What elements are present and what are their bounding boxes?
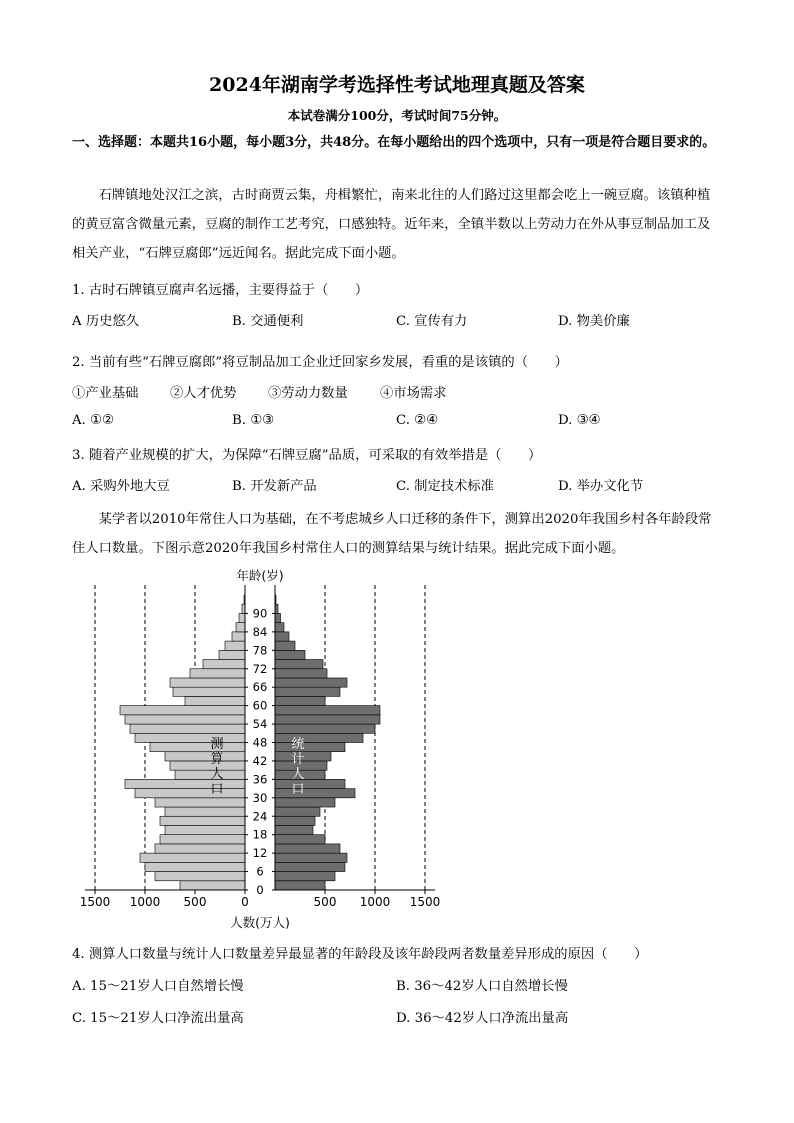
q4-option-d: D. 36～42岁人口净流出量高 bbox=[396, 1011, 569, 1026]
statistical-bar-age-78 bbox=[275, 641, 295, 650]
statistical-bar-age-15 bbox=[275, 835, 325, 844]
y-tick-label-6: 6 bbox=[256, 864, 264, 879]
measured-bar-age-63 bbox=[173, 687, 245, 696]
measured-bar-age-57 bbox=[120, 706, 245, 715]
statistical-population-label-char-1: 计 bbox=[291, 752, 305, 767]
statistical-bar-age-51 bbox=[275, 724, 375, 733]
q2-item-2: ②人才优势 bbox=[170, 386, 237, 401]
measured-bar-age-75 bbox=[219, 650, 245, 659]
q2-option-c: C. ②④ bbox=[396, 413, 438, 428]
statistical-bar-age-6 bbox=[275, 862, 345, 871]
statistical-bar-age-63 bbox=[275, 687, 340, 696]
y-tick-label-78: 78 bbox=[252, 643, 268, 658]
measured-bar-age-87 bbox=[239, 613, 245, 622]
measured-population-label-char-0: 测 bbox=[210, 737, 224, 752]
statistical-bar-age-45 bbox=[275, 743, 345, 752]
measured-bar-age-39 bbox=[170, 761, 245, 770]
statistical-bar-age-87 bbox=[275, 613, 281, 622]
x-tick-label-left-1500: 1500 bbox=[79, 895, 111, 909]
statistical-bar-age-3 bbox=[275, 872, 335, 881]
measured-bar-age-78 bbox=[225, 641, 245, 650]
x-tick-label-left-1000: 1000 bbox=[129, 895, 161, 909]
statistical-bar-age-0 bbox=[275, 881, 325, 890]
statistical-bar-age-66 bbox=[275, 678, 347, 687]
measured-bar-age-33 bbox=[125, 779, 245, 788]
y-axis-title: 年龄(岁) bbox=[236, 568, 284, 583]
measured-bar-age-12 bbox=[155, 844, 245, 853]
measured-bar-age-48 bbox=[135, 733, 245, 742]
x-axis-title: 人数(万人) bbox=[230, 915, 290, 930]
statistical-bar-age-57 bbox=[275, 706, 380, 715]
q1-option-c: C. 宣传有力 bbox=[396, 314, 468, 329]
y-tick-label-18: 18 bbox=[252, 827, 268, 842]
y-tick-label-60: 60 bbox=[252, 698, 268, 713]
x-tick-label-right-1500: 1500 bbox=[409, 895, 441, 909]
y-tick-label-66: 66 bbox=[252, 680, 268, 695]
measured-bar-age-30 bbox=[135, 789, 245, 798]
statistical-bar-age-27 bbox=[275, 798, 335, 807]
q1-option-b: B. 交通便利 bbox=[232, 314, 304, 329]
measured-bar-age-0 bbox=[180, 881, 245, 890]
measured-bar-age-54 bbox=[125, 715, 245, 724]
statistical-bar-age-54 bbox=[275, 715, 380, 724]
y-tick-label-42: 42 bbox=[252, 753, 268, 768]
q3-option-d: D. 举办文化节 bbox=[558, 479, 644, 494]
statistical-bar-age-18 bbox=[275, 825, 313, 834]
measured-bar-age-81 bbox=[232, 632, 245, 641]
q1-option-d: D. 物美价廉 bbox=[558, 314, 630, 329]
measured-bar-age-72 bbox=[203, 660, 245, 669]
y-tick-label-54: 54 bbox=[252, 717, 268, 732]
statistical-bar-age-48 bbox=[275, 733, 363, 742]
measured-bar-age-42 bbox=[165, 752, 245, 761]
y-tick-label-0: 0 bbox=[256, 883, 264, 897]
statistical-population-label-char-2: 人 bbox=[291, 767, 305, 782]
statistical-bar-age-60 bbox=[275, 696, 325, 705]
statistical-bar-age-9 bbox=[275, 853, 347, 862]
statistical-bar-age-21 bbox=[275, 816, 315, 825]
x-tick-label-left-0: 0 bbox=[241, 895, 249, 909]
q4-option-b: B. 36～42岁人口自然增长慢 bbox=[396, 979, 568, 994]
question-4-stem: 4. 测算人口数量与统计人口数量差异最显著的年龄段及该年龄段两者数量差异形成的原因（ ） bbox=[72, 947, 648, 962]
statistical-bar-age-84 bbox=[275, 623, 284, 632]
q4-option-c: C. 15～21岁人口净流出量高 bbox=[72, 1011, 244, 1026]
q2-item-1: ①产业基础 bbox=[72, 386, 139, 401]
measured-bar-age-84 bbox=[236, 623, 245, 632]
measured-bar-age-21 bbox=[160, 816, 245, 825]
chart-labels bbox=[80, 568, 441, 930]
x-tick-label-right-500: 500 bbox=[313, 895, 337, 909]
q2-option-d: D. ③④ bbox=[558, 413, 601, 428]
question-2-stem: 2. 当前有些“石牌豆腐郎”将豆制品加工企业迁回家乡发展，看重的是该镇的（ ） bbox=[72, 355, 568, 370]
passage-1: 石牌镇地处汉江之滨，古时商贾云集，舟楫繁忙，南来北往的人们路过这里都会吃上一碗豆腐。该镇种植的黄豆富含微量元素，豆腐的制作工艺考究，口感独特。近年来，全镇半数以上劳动力在外从事豆制品加工及相关产业，“石牌豆腐郎”远近闻名。据此完成下面小题。 bbox=[72, 188, 711, 261]
x-tick-label-right-1000: 1000 bbox=[359, 895, 391, 909]
statistical-bar-age-24 bbox=[275, 807, 320, 816]
y-tick-label-72: 72 bbox=[252, 661, 268, 676]
q2-item-4: ④市场需求 bbox=[380, 386, 447, 401]
statistical-bar-age-33 bbox=[275, 779, 345, 788]
section-heading: 一、选择题：本题共16小题，每小题3分，共48分。在每小题给出的四个选项中，只有一项是符合题目要求的。 bbox=[72, 135, 716, 150]
y-tick-label-24: 24 bbox=[252, 809, 268, 824]
measured-bar-age-60 bbox=[185, 696, 245, 705]
question-1-stem: 1. 古时石牌镇豆腐声名远播，主要得益于（ ） bbox=[72, 283, 369, 298]
exam-subtitle: 本试卷满分100分，考试时间75分钟。 bbox=[287, 108, 507, 123]
measured-bar-age-66 bbox=[170, 678, 245, 687]
page-title: 2024年湖南学考选择性考试地理真题及答案 bbox=[209, 74, 585, 96]
statistical-population-label-char-3: 口 bbox=[291, 782, 305, 797]
y-tick-label-48: 48 bbox=[252, 735, 268, 750]
measured-bar-age-51 bbox=[130, 724, 245, 733]
q2-item-3: ③劳动力数量 bbox=[268, 386, 348, 401]
q3-option-a: A. 采购外地大豆 bbox=[72, 479, 170, 494]
population-pyramid-chart bbox=[60, 560, 460, 940]
passage-2: 某学者以2010年常住人口为基础，在不考虑城乡人口迁移的条件下，测算出2020年我国乡村各年龄段常住人口数量。下图示意2020年我国乡村常住人口的测算结果与统计结果。据此完成下面小题。 bbox=[72, 512, 712, 556]
y-tick-label-30: 30 bbox=[252, 790, 268, 805]
y-tick-label-84: 84 bbox=[252, 624, 268, 639]
measured-bar-age-3 bbox=[155, 872, 245, 881]
measured-bar-age-69 bbox=[190, 669, 245, 678]
statistical-bar-age-30 bbox=[275, 789, 355, 798]
statistical-bar-age-72 bbox=[275, 660, 323, 669]
statistical-bar-age-69 bbox=[275, 669, 327, 678]
measured-bar-age-15 bbox=[160, 835, 245, 844]
measured-bar-age-18 bbox=[165, 825, 245, 834]
statistical-bar-age-81 bbox=[275, 632, 289, 641]
y-tick-label-12: 12 bbox=[252, 846, 268, 861]
question-3-stem: 3. 随着产业规模的扩大，为保障“石牌豆腐”品质，可采取的有效举措是（ ） bbox=[72, 448, 542, 463]
measured-bar-age-24 bbox=[165, 807, 245, 816]
q2-option-b: B. ①③ bbox=[232, 413, 275, 428]
measured-population-label-char-2: 人 bbox=[210, 767, 224, 782]
y-tick-label-90: 90 bbox=[252, 606, 268, 621]
q4-option-a: A. 15～21岁人口自然增长慢 bbox=[72, 979, 244, 994]
measured-bar-age-6 bbox=[145, 862, 245, 871]
q3-option-b: B. 开发新产品 bbox=[232, 479, 317, 494]
x-tick-label-left-500: 500 bbox=[183, 895, 207, 909]
statistical-population-label-char-0: 统 bbox=[291, 737, 305, 752]
measured-bar-age-9 bbox=[140, 853, 245, 862]
measured-bar-age-27 bbox=[155, 798, 245, 807]
measured-population-label-char-1: 算 bbox=[210, 752, 224, 767]
statistical-bar-age-75 bbox=[275, 650, 305, 659]
q2-option-a: A. ①② bbox=[72, 413, 114, 428]
statistical-bar-age-12 bbox=[275, 844, 340, 853]
measured-bar-age-45 bbox=[150, 743, 245, 752]
measured-population-label-char-3: 口 bbox=[210, 782, 224, 797]
measured-population-bars bbox=[120, 595, 245, 890]
q1-option-a: A 历史悠久 bbox=[72, 314, 140, 329]
y-tick-label-36: 36 bbox=[252, 772, 268, 787]
q3-option-c: C. 制定技术标准 bbox=[396, 479, 494, 494]
